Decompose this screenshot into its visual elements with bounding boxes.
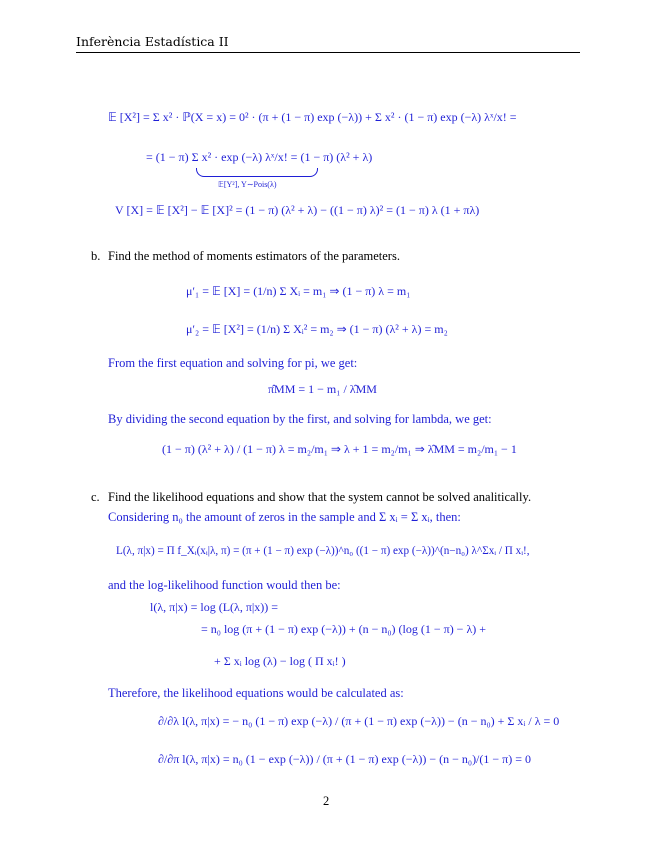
page-number: 2 [323,794,330,808]
header-rule [76,52,580,53]
equation-d-pi: ∂/∂π l(λ, π|x) = n₀ (1 − exp (−λ)) / (π + (1 − π) exp (−λ)) − (n − n₀)/(1 − π) = 0 [158,752,531,766]
underbrace-label: 𝔼[Y²], Y∼Pois(λ) [218,180,277,189]
equation-pi-hat: π̂MM = 1 − m₁ / λ̂MM [268,382,377,396]
text-solve-pi: From the first equation and solving for pi, we get: [108,356,358,370]
text-likelihood-eqs: Therefore, the likelihood equations would be calculated as: [108,686,404,700]
equation-variance: V [X] = 𝔼 [X²] − 𝔼 [X]² = (1 − π) (λ² + λ) − ((1 − π) λ)² = (1 − π) λ (1 + πλ) [115,203,480,217]
text-log-likelihood: and the log-likelihood function would then be: [108,578,341,592]
equation-second-moment-mm: μ′₂ = 𝔼 [X²] = (1/n) Σ Xᵢ² = m₂ ⇒ (1 − π) (λ² + λ) = m₂ [186,322,448,336]
equation-second-moment-cont: = (1 − π) Σ x² · exp (−λ) λˣ/x! = (1 − π) (λ² + λ) [146,150,373,164]
equation-likelihood: L(λ, π|x) = Π f_Xᵢ(xᵢ|λ, π) = (π + (1 − π) exp (−λ))^n₀ ((1 − π) exp (−λ))^(n−n₀) λ^Σxᵢ / Π xᵢ!, [116,544,530,558]
text-solve-lambda: By dividing the second equation by the first, and solving for lambda, we get: [108,412,492,426]
equation-d-lambda: ∂/∂λ l(λ, π|x) = − n₀ (1 − π) exp (−λ) / (π + (1 − π) exp (−λ)) − (n − n₀) + Σ xᵢ / λ = 0 [158,714,560,728]
item-label-b: b. [91,249,101,263]
equation-lambda-hat: (1 − π) (λ² + λ) / (1 − π) λ = m₂/m₁ ⇒ λ + 1 = m₂/m₁ ⇒ λ̂MM = m₂/m₁ − 1 [162,442,517,456]
equation-first-moment: μ′₁ = 𝔼 [X] = (1/n) Σ Xᵢ = m₁ ⇒ (1 − π) λ = m₁ [186,284,411,298]
equation-second-moment: 𝔼 [X²] = Σ x² · ℙ(X = x) = 0² · (π + (1 − π) exp (−λ)) + Σ x² · (1 − π) exp (−λ) λˣ/x! = [108,110,517,124]
equation-ll-line1: l(λ, π|x) = log (L(λ, π|x)) = [150,600,279,614]
question-c: Find the likelihood equations and show that the system cannot be solved analitically. [108,490,532,504]
equation-ll-line2: = n₀ log (π + (1 − π) exp (−λ)) + (n − n₀) (log (1 − π) − λ) + [201,622,487,636]
question-b: Find the method of moments estimators of the parameters. [108,249,400,263]
underbrace [196,168,318,177]
item-label-c: c. [91,490,100,504]
equation-ll-line3: + Σ xᵢ log (λ) − log ( Π xᵢ! ) [214,654,346,668]
running-header: Inferència Estadística II [76,34,229,49]
text-zeros: Considering n₀ the amount of zeros in the sample and Σ xᵢ = Σ xᵢ, then: [108,510,461,524]
